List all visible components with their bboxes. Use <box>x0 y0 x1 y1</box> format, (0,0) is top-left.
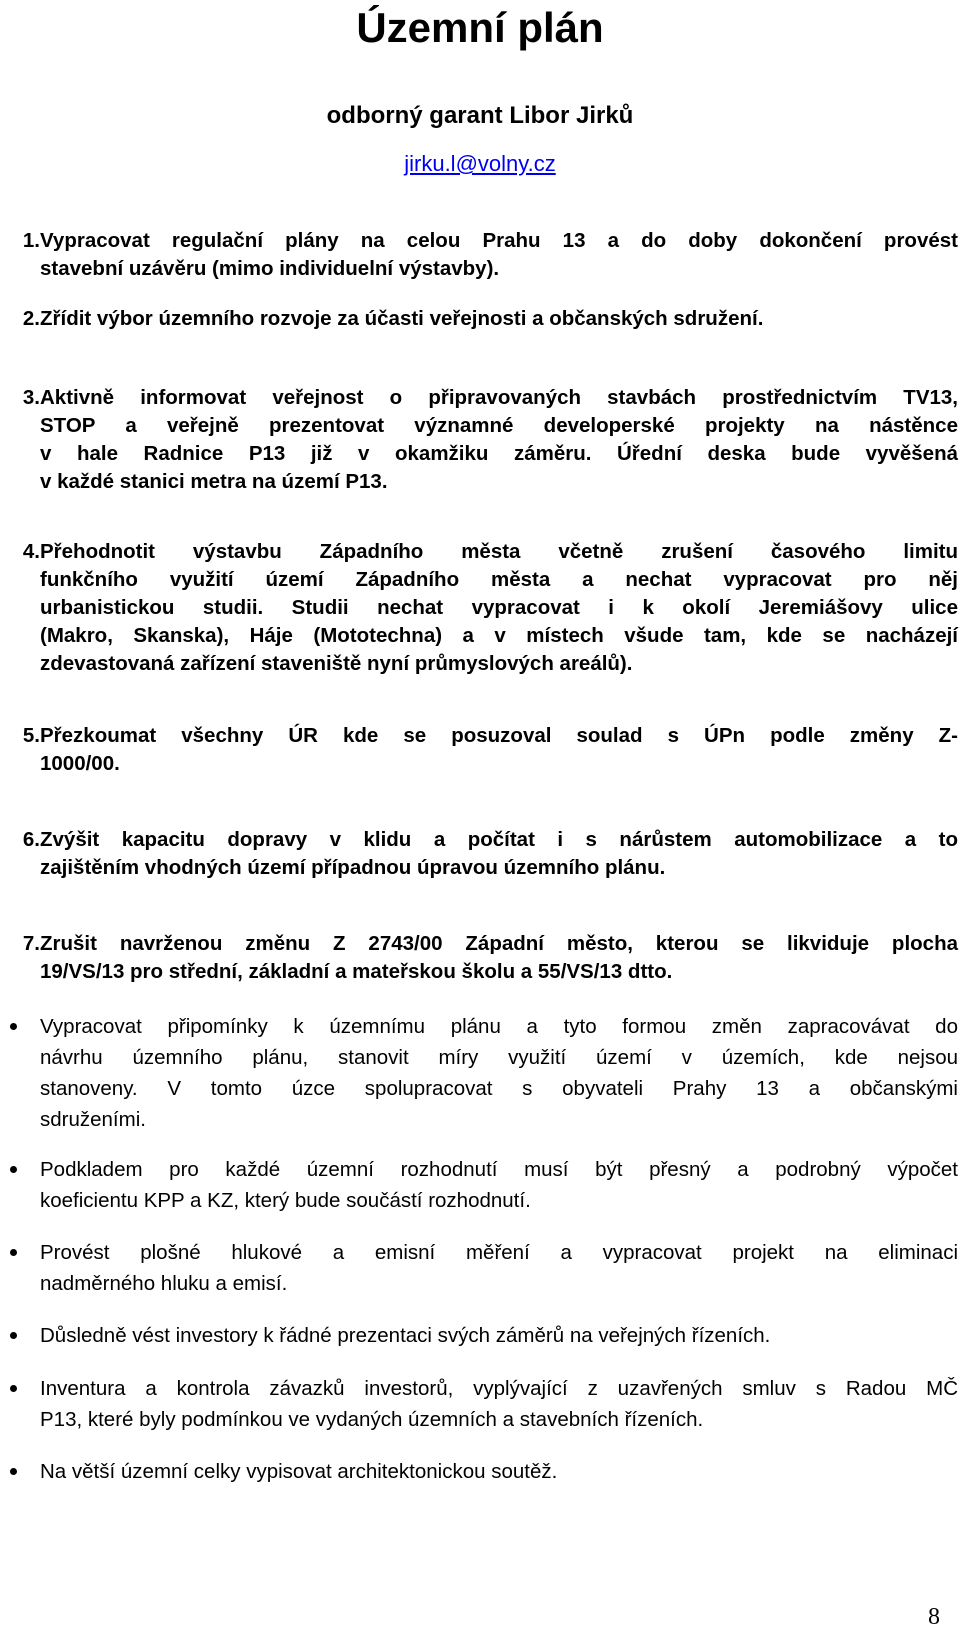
bullet-text <box>40 1011 958 1135</box>
bullet-icon <box>10 1023 17 1030</box>
item-text <box>40 538 958 678</box>
item-line: zajištěním vhodných území případnou úpravou územního plánu. <box>40 856 666 879</box>
bullet-line: Inventura a kontrola závazků investorů, vyplývající z uzavřených smluv s Radou MČ <box>40 1377 958 1400</box>
item-number: 2. <box>22 307 40 330</box>
item-text <box>40 305 958 333</box>
bullet-text <box>40 1320 958 1351</box>
item-line: stavební uzávěru (mimo individuelní výstavby). <box>40 257 500 280</box>
bullet-line: Důsledně vést investory k řádné prezentaci svých záměrů na veřejných řízeních. <box>40 1324 771 1347</box>
item-line: (Makro, Skanska), Háje (Mototechna) a v místech všude tam, kde se nacházejí <box>40 624 958 647</box>
bullet-text <box>40 1154 958 1216</box>
item-text <box>40 722 958 778</box>
item-line: STOP a veřejně prezentovat významné developerské projekty na nástěnce <box>40 414 958 437</box>
item-line: v hale Radnice P13 již v okamžiku záměru. Úřední deska bude vyvěšená <box>40 442 958 465</box>
subtitle-guarantor: odborný garant Libor Jirků <box>326 102 634 129</box>
item-number: 6. <box>22 828 40 851</box>
item-line: Vypracovat regulační plány na celou Prahu 13 a do doby dokončení provést <box>40 229 958 252</box>
bullet-icon <box>10 1166 17 1173</box>
item-text <box>40 826 958 882</box>
bullet-line: nadměrného hluku a emisí. <box>40 1272 288 1295</box>
bullet-line: návrhu územního plánu, stanovit míry využití území v územích, kde nejsou <box>40 1046 958 1069</box>
item-line: zdevastovaná zařízení staveniště nyní průmyslových areálů). <box>40 652 633 675</box>
item-text <box>40 384 958 496</box>
bullet-line: stanoveny. V tomto úzce spolupracovat s obyvateli Prahy 13 a občanskými <box>40 1077 958 1100</box>
item-line: Zvýšit kapacitu dopravy v klidu a počítat i s nárůstem automobilizace a to <box>40 828 958 851</box>
bullet-icon <box>10 1385 17 1392</box>
bullet-line: Provést plošné hlukové a emisní měření a vypracovat projekt na eliminaci <box>40 1241 958 1264</box>
email-line <box>0 150 960 178</box>
item-number: 5. <box>22 724 40 747</box>
item-line: 1000/00. <box>40 752 120 775</box>
bullet-line: sdruženími. <box>40 1108 146 1131</box>
item-line: Přezkoumat všechny ÚR kde se posuzoval soulad s ÚPn podle změny Z- <box>40 724 958 747</box>
item-line: Zřídit výbor územního rozvoje za účasti veřejnosti a občanských sdružení. <box>40 307 764 330</box>
item-line: 19/VS/13 pro střední, základní a mateřskou školu a 55/VS/13 dtto. <box>40 960 673 983</box>
item-text <box>40 227 958 283</box>
item-text <box>40 930 958 986</box>
bullet-icon <box>10 1249 17 1256</box>
item-line: Zrušit navrženou změnu Z 2743/00 Západní město, kterou se likviduje plocha <box>40 932 958 955</box>
email-link[interactable]: jirku.l@volny.cz <box>404 151 556 176</box>
bullet-text <box>40 1373 958 1435</box>
bullet-line: Na větší územní celky vypisovat architektonickou soutěž. <box>40 1460 558 1483</box>
page-number: 8 <box>928 1604 940 1630</box>
bullet-line: P13, které byly podmínkou ve vydaných územních a stavebních řízeních. <box>40 1408 704 1431</box>
bullet-text <box>40 1456 958 1487</box>
bullet-line: Podkladem pro každé územní rozhodnutí musí být přesný a podrobný výpočet <box>40 1158 958 1181</box>
bullet-icon <box>10 1468 17 1475</box>
item-line: urbanistickou studii. Studii nechat vypracovat i k okolí Jeremiášovy ulice <box>40 596 958 619</box>
bullet-line: Vypracovat připomínky k územnímu plánu a tyto formou změn zapracovávat do <box>40 1015 958 1038</box>
item-number: 3. <box>22 386 40 409</box>
page-title: Územní plán <box>356 4 604 51</box>
item-line: v každé stanici metra na území P13. <box>40 470 388 493</box>
item-line: Aktivně informovat veřejnost o připravovaných stavbách prostřednictvím TV13, <box>40 386 958 409</box>
item-line: funkčního využití území Západního města a nechat vypracovat pro něj <box>40 568 958 591</box>
bullet-icon <box>10 1332 17 1339</box>
item-number: 1. <box>22 229 40 252</box>
item-number: 7. <box>22 932 40 955</box>
item-number: 4. <box>22 540 40 563</box>
item-line: Přehodnotit výstavbu Západního města včetně zrušení časového limitu <box>40 540 958 563</box>
bullet-line: koeficientu KPP a KZ, který bude součástí rozhodnutí. <box>40 1189 531 1212</box>
bullet-text <box>40 1237 958 1299</box>
